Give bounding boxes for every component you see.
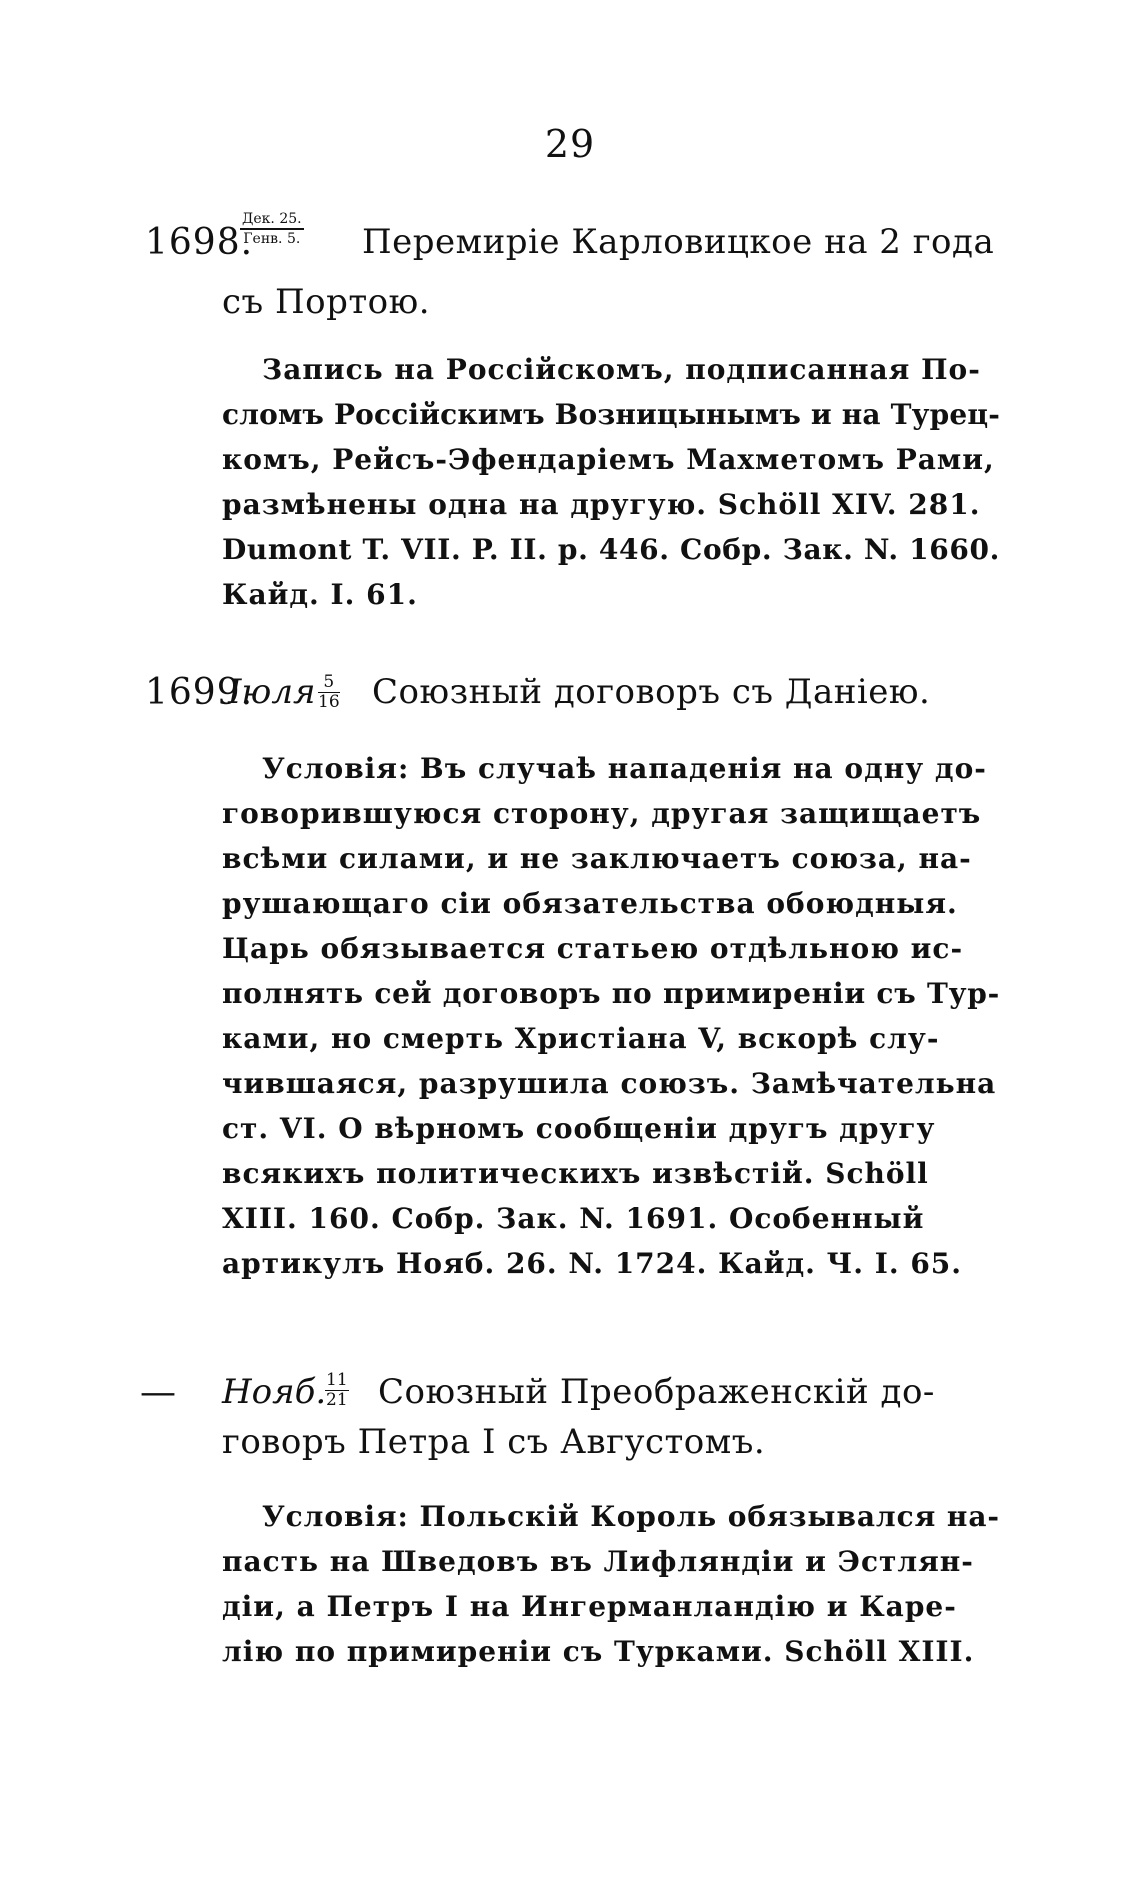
entry-title: Союзный договоръ съ Даніею. [372, 672, 931, 712]
entry-body-line: чившаяся, разрушила союзъ. Замѣчательна [222, 1067, 997, 1100]
entry-body-line: полнять сей договоръ по примиреніи съ Тур- [222, 977, 1000, 1010]
entry-body-line: ками, но смерть Христіана V, вскорѣ слу- [222, 1022, 940, 1055]
entry-body-line: Запись на Россійскомъ, подписанная По- [262, 353, 981, 386]
entry-body-line: артикулъ Нояб. 26. N. 1724. Кайд. Ч. I. 65. [222, 1247, 963, 1280]
entry-month: Іюля [228, 672, 316, 712]
date-fraction-top: 5 [318, 674, 340, 693]
entry-body-line: діи, а Петръ I на Ингерманландію и Каре- [222, 1590, 957, 1623]
entry-year: 1698. [145, 222, 254, 263]
entry-body-line: сломъ Россійскимъ Возницынымъ и на Турец- [222, 398, 1000, 431]
entry-body-line: всѣми силами, и не заключаетъ союза, на- [222, 842, 972, 875]
date-fraction-top: Дек. 25. [240, 212, 304, 230]
entry-title-line: Союзный Преображенскій до- [378, 1372, 935, 1412]
entry-body-line: XIII. 160. Собр. Зак. N. 1691. Особенный [222, 1202, 925, 1235]
entry-body-line: Условія: Польскій Король обязывался на- [262, 1500, 1000, 1533]
date-fraction [318, 674, 340, 711]
entry-body-line: ст. VI. О вѣрномъ сообщеніи другъ другу [222, 1112, 936, 1145]
entry-month: Нояб. [222, 1372, 327, 1412]
entry-body-line: комъ, Рейсъ-Эфендаріемъ Махметомъ Рами, [222, 443, 995, 476]
date-fraction [325, 1372, 349, 1409]
entry-body-line: Dumont T. VII. P. II. p. 446. Собр. Зак. N. 1660. [222, 533, 1000, 566]
date-fraction [240, 212, 304, 246]
entry-body-line: лію по примиреніи съ Турками. Schöll XIII. [222, 1635, 975, 1668]
entry-body-line: Кайд. I. 61. [222, 578, 418, 611]
date-fraction-bottom: 16 [318, 692, 340, 712]
entry-title-line: Перемиріе Карловицкое на 2 года [362, 222, 995, 262]
entry-body-line: всякихъ политическихъ извѣстій. Schöll [222, 1157, 929, 1190]
entry-dash: — [140, 1372, 176, 1413]
page-number: 29 [544, 122, 596, 166]
date-fraction-bottom: Генв. 5. [243, 231, 301, 247]
entry-body-line: пасть на Шведовъ въ Лифляндіи и Эстлян- [222, 1545, 974, 1578]
date-fraction-top: 11 [326, 1370, 348, 1390]
entry-title-line: съ Портою. [222, 282, 431, 322]
date-fraction-bottom: 21 [326, 1390, 348, 1410]
entry-body-line: Условія: Въ случаѣ нападенія на одну до- [262, 752, 987, 785]
entry-body-line: рушающаго сіи обязательства обоюдныя. [222, 887, 958, 920]
entry-body-line: Царь обязывается статьею отдѣльною ис- [222, 932, 964, 965]
entry-body-line: размѣнены одна на другую. Schöll XIV. 281. [222, 488, 981, 521]
entry-title-line: говоръ Петра I съ Августомъ. [222, 1422, 766, 1462]
entry-body-line: говорившуюся сторону, другая защищаетъ [222, 797, 982, 830]
entry-year: 1699. [145, 672, 254, 713]
